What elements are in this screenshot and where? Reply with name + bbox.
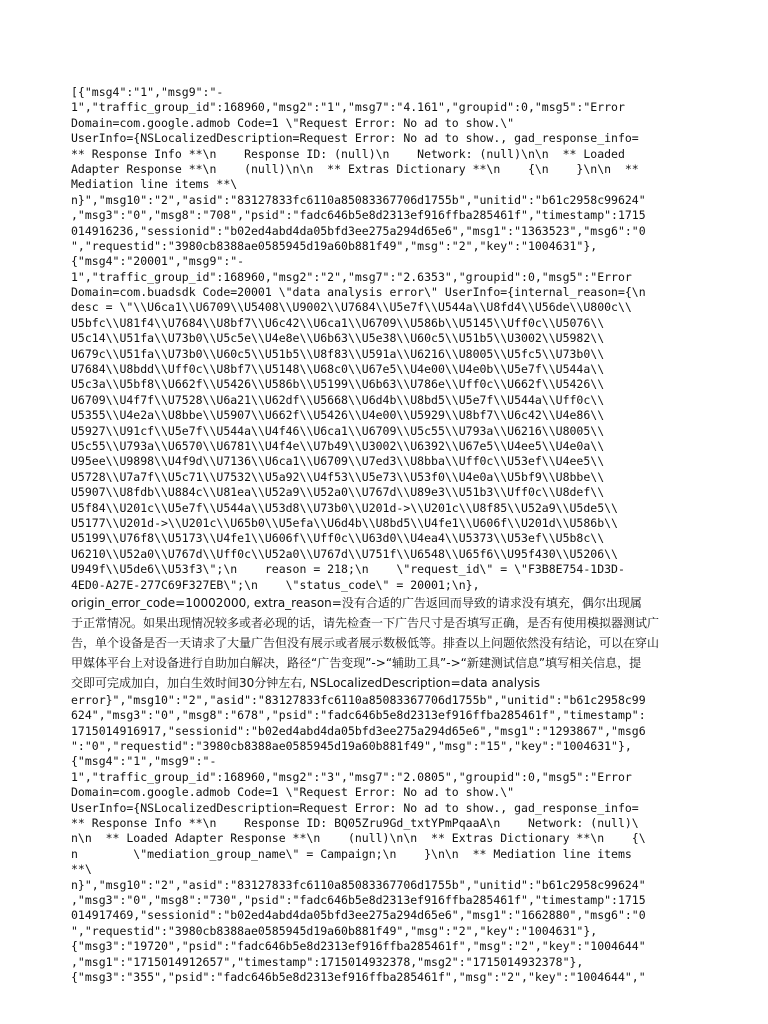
log-line: ** Response Info **\n Response ID: (null)\n Network: (null)\n\n ** Loaded bbox=[71, 146, 625, 161]
log-line: 014916236,"sessionid":"b02ed4abd4da05bfd3ee275a294d65e6","msg1":"1363523","msg6":"0 bbox=[71, 223, 646, 238]
log-line: Domain=com.google.admob Code=1 \"Request Error: No ad to show.\" bbox=[71, 785, 515, 800]
log-line: Mediation line items **\ bbox=[71, 177, 238, 192]
log-line: 624","msg3":"0","msg8":"678","psid":"fadc646b5e8d2313ef916ffba285461f","timestamp": bbox=[71, 708, 646, 723]
log-line: U7684\\U8bdd\\Uff0c\\U8bf7\\U5148\\U68c0\\U67e5\\U4e00\\U4e0b\\U5e7f\\U544a\\ bbox=[71, 362, 605, 377]
log-line: ,"msg3":"0","msg8":"730","psid":"fadc646b5e8d2313ef916ffba285461f","timestamp":1715 bbox=[71, 892, 646, 907]
log-line: n\n ** Loaded Adapter Response **\n (null)\n\n ** Extras Dictionary **\n {\ bbox=[71, 831, 646, 846]
log-line: 014917469,"sessionid":"b02ed4abd4da05bfd3ee275a294d65e6","msg1":"1662880","msg6":"0 bbox=[71, 908, 646, 923]
log-line: [{"msg4":"1","msg9":"- bbox=[71, 85, 224, 99]
log-line: origin_error_code=10002000, extra_reason=没有合适的广告返回而导致的请求没有填充，偶尔出现属 bbox=[71, 595, 642, 610]
log-line: {"msg3":"355","psid":"fadc646b5e8d2313ef916ffba285461f","msg":"2","key":"1004644"," bbox=[71, 969, 646, 984]
log-line: ","requestid":"3980cb8388ae0585945d19a60b881f49","msg":"2","key":"1004631"}, bbox=[71, 238, 598, 253]
log-line: UserInfo={NSLocalizedDescription=Request Error: No ad to show., gad_response_info= bbox=[71, 800, 639, 815]
log-line: 1","traffic_group_id":168960,"msg2":"2","msg7":"2.6353","groupid":0,"msg5":"Error bbox=[71, 269, 632, 284]
log-line: U679c\\U51fa\\U73b0\\U60c5\\U51b5\\U8f83\\U591a\\U6216\\U8005\\U5fc5\\U73b0\\ bbox=[71, 346, 605, 361]
log-line: 4ED0-A27E-277C69F327EB\";\n \"status_code\" = 20001;\n}, bbox=[71, 577, 480, 592]
log-line: Domain=com.google.admob Code=1 \"Request Error: No ad to show.\" bbox=[71, 115, 515, 130]
log-line: U5c3a\\U5bf8\\U662f\\U5426\\U586b\\U5199\\U6b63\\U786e\\Uff0c\\U662f\\U5426\\ bbox=[71, 377, 605, 392]
log-line: U5728\\U7a7f\\U5c71\\U7532\\U5a92\\U4f53\\U5e73\\U53f0\\U4e0a\\U5bf9\\U8bbe\\ bbox=[71, 469, 605, 484]
log-line: 于正常情况。如果出现情况较多或者必现的话，请先检查一下广告尺寸是否填写正确，是否有使用模拟器测试广 bbox=[71, 615, 660, 630]
log-line: desc = \"\\U6ca1\\U6709\\U5408\\U9002\\U7684\\U5e7f\\U544a\\U8fd4\\U56de\\U800c\\ bbox=[71, 300, 632, 315]
log-line: ,"msg3":"0","msg8":"708","psid":"fadc646b5e8d2313ef916ffba285461f","timestamp":1715 bbox=[71, 208, 646, 223]
log-line: 交即可完成加白，加白生效时间30分钟左右, NSLocalizedDescription=data analysis bbox=[71, 675, 541, 690]
log-line: ,"msg1":"1715014912657","timestamp":1715014932378,"msg2":"1715014932378"}, bbox=[71, 954, 584, 969]
log-line: {"msg4":"1","msg9":"- bbox=[71, 754, 217, 769]
log-line: U5c14\\U51fa\\U73b0\\U5c5e\\U4e8e\\U6b63\\U5e38\\U60c5\\U51b5\\U3002\\U5982\\ bbox=[71, 331, 605, 346]
log-line: 1","traffic_group_id":168960,"msg2":"1","msg7":"4.161","groupid":0,"msg5":"Error bbox=[71, 100, 625, 115]
log-line: ","requestid":"3980cb8388ae0585945d19a60b881f49","msg":"2","key":"1004631"}, bbox=[71, 923, 598, 938]
log-line: ":"0","requestid":"3980cb8388ae0585945d19a60b881f49","msg":"15","key":"1004631"}, bbox=[71, 739, 632, 754]
log-line: 甲媒体平台上对设备进行自助加白解决，路径“广告变现”->“辅助工具”->“新建测试信息”填写相关信息，提 bbox=[71, 655, 642, 670]
log-line: Adapter Response **\n (null)\n\n ** Extras Dictionary **\n {\n }\n\n ** bbox=[71, 161, 639, 176]
log-line: n}","msg10":"2","asid":"83127833fc6110a85083367706d1755b","unitid":"b61c2958c99624" bbox=[71, 877, 646, 892]
log-line: 告，单个设备是否一天请求了大量广告但没有展示或者展示数极低等。排查以上问题依然没有结论，可以在穿山 bbox=[71, 635, 660, 650]
log-line: Domain=com.buadsdk Code=20001 \"data analysis error\" UserInfo={internal_reason={\n bbox=[71, 285, 646, 300]
log-line: U5f84\\U201c\\U5e7f\\U544a\\U53d8\\U73b0\\U201d->\\U201c\\U8f85\\U52a9\\U5de5\\ bbox=[71, 500, 618, 515]
log-line: U5bfc\\U81f4\\U7684\\U8bf7\\U6c42\\U6ca1\\U6709\\U586b\\U5145\\Uff0c\\U5076\\ bbox=[71, 315, 605, 330]
log-line: U6709\\U4f7f\\U7528\\U6a21\\U62df\\U5668\\U6d4b\\U8bd5\\U5e7f\\U544a\\Uff0c\\ bbox=[71, 392, 605, 407]
log-line: 1","traffic_group_id":168960,"msg2":"3","msg7":"2.0805","groupid":0,"msg5":"Error bbox=[71, 769, 632, 784]
log-line: {"msg4":"20001","msg9":"- bbox=[71, 254, 245, 269]
log-line: {"msg3":"19720","psid":"fadc646b5e8d2313ef916ffba285461f","msg":"2","key":"1004644" bbox=[71, 939, 646, 954]
log-line: U5177\\U201d->\\U201c\\U65b0\\U5efa\\U6d4b\\U8bd5\\U4fe1\\U606f\\U201d\\U586b\\ bbox=[71, 515, 618, 530]
log-line: U5927\\U91cf\\U5e7f\\U544a\\U4f46\\U6ca1\\U6709\\U5c55\\U793a\\U6216\\U8005\\ bbox=[71, 423, 605, 438]
log-line: 1715014916917,"sessionid":"b02ed4abd4da05bfd3ee275a294d65e6","msg1":"1293867","msg6 bbox=[71, 723, 646, 738]
log-line: n}","msg10":"2","asid":"83127833fc6110a85083367706d1755b","unitid":"b61c2958c99624" bbox=[71, 192, 646, 207]
log-line: error}","msg10":"2","asid":"83127833fc6110a85083367706d1755b","unitid":"b61c2958c99 bbox=[71, 692, 646, 707]
log-text-block bbox=[71, 85, 699, 985]
log-line: ** Response Info **\n Response ID: BQ05Zru9Gd_txtYPmPqaaA\n Network: (null)\ bbox=[71, 816, 639, 831]
log-line: **\ bbox=[71, 862, 92, 877]
log-line: UserInfo={NSLocalizedDescription=Request Error: No ad to show., gad_response_info= bbox=[71, 131, 639, 146]
log-line: U5355\\U4e2a\\U8bbe\\U5907\\U662f\\U5426\\U4e00\\U5929\\U8bf7\\U6c42\\U4e86\\ bbox=[71, 408, 605, 423]
log-line: U949f\\U5de6\\U53f3\";\n reason = 218;\n \"request_id\" = \"F3B8E754-1D3D- bbox=[71, 562, 625, 577]
log-line: n \"mediation_group_name\" = Campaign;\n }\n\n ** Mediation line items bbox=[71, 846, 632, 861]
log-line: U5199\\U76f8\\U5173\\U4fe1\\U606f\\Uff0c\\U63d0\\U4ea4\\U5373\\U53ef\\U5b8c\\ bbox=[71, 531, 605, 546]
log-line: U6210\\U52a0\\U767d\\Uff0c\\U52a0\\U767d\\U751f\\U6548\\U65f6\\U95f430\\U5206\\ bbox=[71, 546, 618, 561]
log-line: U95ee\\U9898\\U4f9d\\U7136\\U6ca1\\U6709\\U7ed3\\U8bba\\Uff0c\\U53ef\\U4ee5\\ bbox=[71, 454, 605, 469]
log-line: U5c55\\U793a\\U6570\\U6781\\U4f4e\\U7b49\\U3002\\U6392\\U67e5\\U4ee5\\U4e0a\\ bbox=[71, 438, 605, 453]
log-line: U5907\\U8fdb\\U884c\\U81ea\\U52a9\\U52a0\\U767d\\U89e3\\U51b3\\Uff0c\\U8def\\ bbox=[71, 485, 605, 500]
